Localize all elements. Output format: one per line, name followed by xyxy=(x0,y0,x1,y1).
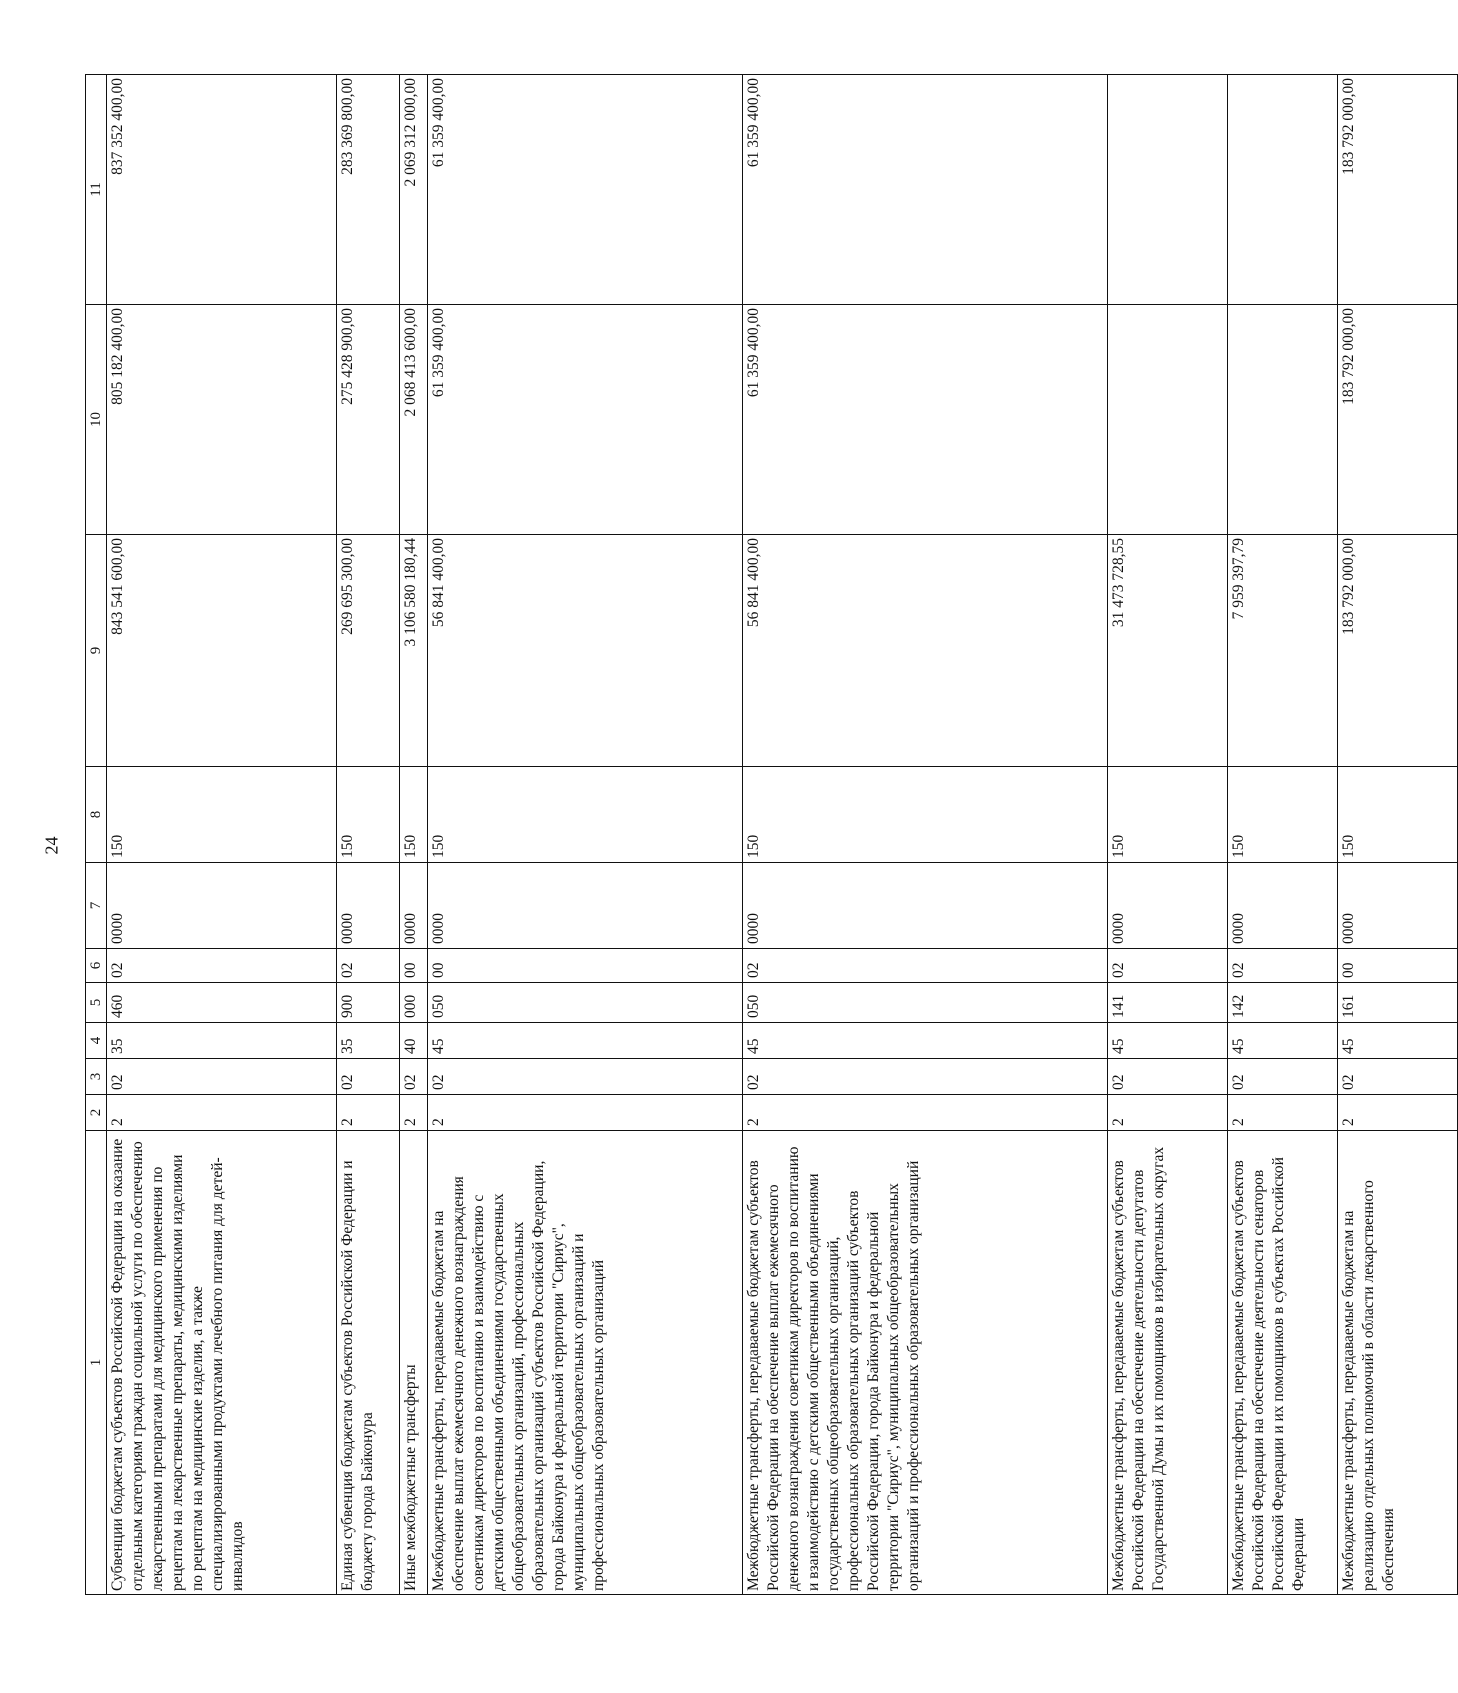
amount-cell: 2 068 413 600,00 xyxy=(400,305,428,535)
code-cell: 141 xyxy=(1108,983,1228,1023)
amount-cell: 61 359 400,00 xyxy=(428,75,743,305)
table-row xyxy=(743,75,1108,1595)
code-cell: 02 xyxy=(1108,949,1228,983)
code-cell: 02 xyxy=(1108,1059,1228,1095)
code-cell: 150 xyxy=(400,767,428,863)
amount-cell xyxy=(1108,75,1228,305)
amount-cell xyxy=(1228,75,1338,305)
code-cell: 0000 xyxy=(1108,863,1228,949)
amount-cell: 837 352 400,00 xyxy=(107,75,337,305)
row-description: Иные межбюджетные трансферты xyxy=(400,1131,428,1595)
code-cell: 02 xyxy=(107,949,337,983)
amount-cell: 805 182 400,00 xyxy=(107,305,337,535)
amount-cell: 183 792 000,00 xyxy=(1338,305,1458,535)
table-row xyxy=(428,75,743,1595)
table-row xyxy=(1338,75,1458,1595)
code-cell: 150 xyxy=(337,767,400,863)
col-header: 5 xyxy=(86,983,107,1023)
amount-cell: 61 359 400,00 xyxy=(743,75,1108,305)
code-cell: 45 xyxy=(1228,1023,1338,1059)
amount-cell: 31 473 728,55 xyxy=(1108,535,1228,767)
code-cell: 2 xyxy=(107,1095,337,1131)
code-cell: 0000 xyxy=(337,863,400,949)
code-cell: 02 xyxy=(400,1059,428,1095)
amount-cell: 56 841 400,00 xyxy=(428,535,743,767)
amount-cell xyxy=(1108,305,1228,535)
table-row xyxy=(1228,75,1338,1595)
code-cell: 150 xyxy=(1108,767,1228,863)
amount-cell: 61 359 400,00 xyxy=(743,305,1108,535)
col-header: 7 xyxy=(86,863,107,949)
row-description: Субвенции бюджетам субъектов Российской Федерации на оказание отдельным категориям граждан социальной услуги по обеспечению лекарственными препаратами для медицинского применения по рецептам на лекарственные препараты, медицинскими изделиями по рецептам на медицинские изделия, а также специализированными продуктами лечебного питания для детей-инвалидов xyxy=(107,1131,337,1595)
code-cell: 40 xyxy=(400,1023,428,1059)
table-row xyxy=(400,75,428,1595)
code-cell: 0000 xyxy=(1338,863,1458,949)
code-cell: 150 xyxy=(743,767,1108,863)
amount-cell: 3 106 580 180,44 xyxy=(400,535,428,767)
code-cell: 460 xyxy=(107,983,337,1023)
col-header: 10 xyxy=(86,305,107,535)
code-cell: 02 xyxy=(428,1059,743,1095)
row-description: Межбюджетные трансферты, передаваемые бюджетам субъектов Российской Федерации на обеспечение выплат ежемесячного денежного вознаграждения советникам директоров по воспитанию и взаимодействию с детскими общественными объединениями государственных общеобразовательных организаций, профессиональных образовательных организаций субъектов Российской Федерации, города Байконура и федеральной территории "Сириус", муниципальных общеобразовательных организаций и профессиональных образовательных организаций xyxy=(743,1131,1108,1595)
col-header: 6 xyxy=(86,949,107,983)
amount-cell: 183 792 000,00 xyxy=(1338,535,1458,767)
amount-cell: 56 841 400,00 xyxy=(743,535,1108,767)
col-header: 1 xyxy=(86,1131,107,1595)
code-cell: 0000 xyxy=(743,863,1108,949)
code-cell: 02 xyxy=(1228,949,1338,983)
code-cell: 150 xyxy=(428,767,743,863)
code-cell: 02 xyxy=(743,1059,1108,1095)
row-description: Межбюджетные трансферты, передаваемые бюджетам субъектов Российской Федерации на обеспечение деятельности сенаторов Российской Федерации и их помощников в субъектах Российской Федерации xyxy=(1228,1131,1338,1595)
code-cell: 02 xyxy=(1338,1059,1458,1095)
code-cell: 02 xyxy=(337,1059,400,1095)
col-header: 11 xyxy=(86,75,107,305)
amount-cell: 2 069 312 000,00 xyxy=(400,75,428,305)
table-row xyxy=(337,75,400,1595)
amount-cell: 61 359 400,00 xyxy=(428,305,743,535)
code-cell: 150 xyxy=(107,767,337,863)
code-cell: 2 xyxy=(1108,1095,1228,1131)
code-cell: 45 xyxy=(743,1023,1108,1059)
code-cell: 050 xyxy=(743,983,1108,1023)
amount-cell: 7 959 397,79 xyxy=(1228,535,1338,767)
amount-cell: 275 428 900,00 xyxy=(337,305,400,535)
code-cell: 2 xyxy=(428,1095,743,1131)
col-header: 4 xyxy=(86,1023,107,1059)
code-cell: 0000 xyxy=(107,863,337,949)
code-cell: 050 xyxy=(428,983,743,1023)
row-description: Межбюджетные трансферты, передаваемые бюджетам на реализацию отдельных полномочий в области лекарственного обеспечения xyxy=(1338,1131,1458,1595)
code-cell: 35 xyxy=(337,1023,400,1059)
row-description: Межбюджетные трансферты, передаваемые бюджетам на обеспечение выплат ежемесячного денежного вознаграждения советникам директоров по воспитанию и взаимодействию с детскими общественными объединениями государственных общеобразовательных организаций, профессиональных образовательных организаций субъектов Российской Федерации, города Байконура и федеральной территории "Сириус", муниципальных общеобразовательных организаций и профессиональных образовательных организаций xyxy=(428,1131,743,1595)
amount-cell: 843 541 600,00 xyxy=(107,535,337,767)
code-cell: 45 xyxy=(1108,1023,1228,1059)
code-cell: 900 xyxy=(337,983,400,1023)
col-header: 2 xyxy=(86,1095,107,1131)
code-cell: 45 xyxy=(1338,1023,1458,1059)
col-header: 3 xyxy=(86,1059,107,1095)
code-cell: 35 xyxy=(107,1023,337,1059)
amount-cell xyxy=(1228,305,1338,535)
page-number: 24 xyxy=(41,836,62,855)
code-cell: 0000 xyxy=(428,863,743,949)
code-cell: 161 xyxy=(1338,983,1458,1023)
code-cell: 150 xyxy=(1228,767,1338,863)
code-cell: 45 xyxy=(428,1023,743,1059)
code-cell: 2 xyxy=(1338,1095,1458,1131)
rotated-table-container xyxy=(85,75,1397,1595)
code-cell: 2 xyxy=(400,1095,428,1131)
code-cell: 00 xyxy=(1338,949,1458,983)
code-cell: 142 xyxy=(1228,983,1338,1023)
code-cell: 00 xyxy=(400,949,428,983)
budget-table xyxy=(85,74,1458,1595)
code-cell: 000 xyxy=(400,983,428,1023)
code-cell: 00 xyxy=(428,949,743,983)
col-header: 9 xyxy=(86,535,107,767)
code-cell: 02 xyxy=(1228,1059,1338,1095)
amount-cell: 283 369 800,00 xyxy=(337,75,400,305)
code-cell: 2 xyxy=(337,1095,400,1131)
code-cell: 02 xyxy=(743,949,1108,983)
code-cell: 150 xyxy=(1338,767,1458,863)
code-cell: 2 xyxy=(1228,1095,1338,1131)
table-row xyxy=(107,75,337,1595)
row-description: Единая субвенция бюджетам субъектов Российской Федерации и бюджету города Байконура xyxy=(337,1131,400,1595)
code-cell: 02 xyxy=(107,1059,337,1095)
code-cell: 02 xyxy=(337,949,400,983)
code-cell: 2 xyxy=(743,1095,1108,1131)
col-header: 8 xyxy=(86,767,107,863)
table-row xyxy=(1108,75,1228,1595)
amount-cell: 183 792 000,00 xyxy=(1338,75,1458,305)
code-cell: 0000 xyxy=(1228,863,1338,949)
row-description: Межбюджетные трансферты, передаваемые бюджетам субъектов Российской Федерации на обеспечение деятельности депутатов Государственной Думы и их помощников в избирательных округах xyxy=(1108,1131,1228,1595)
code-cell: 0000 xyxy=(400,863,428,949)
amount-cell: 269 695 300,00 xyxy=(337,535,400,767)
header-row xyxy=(86,75,107,1595)
